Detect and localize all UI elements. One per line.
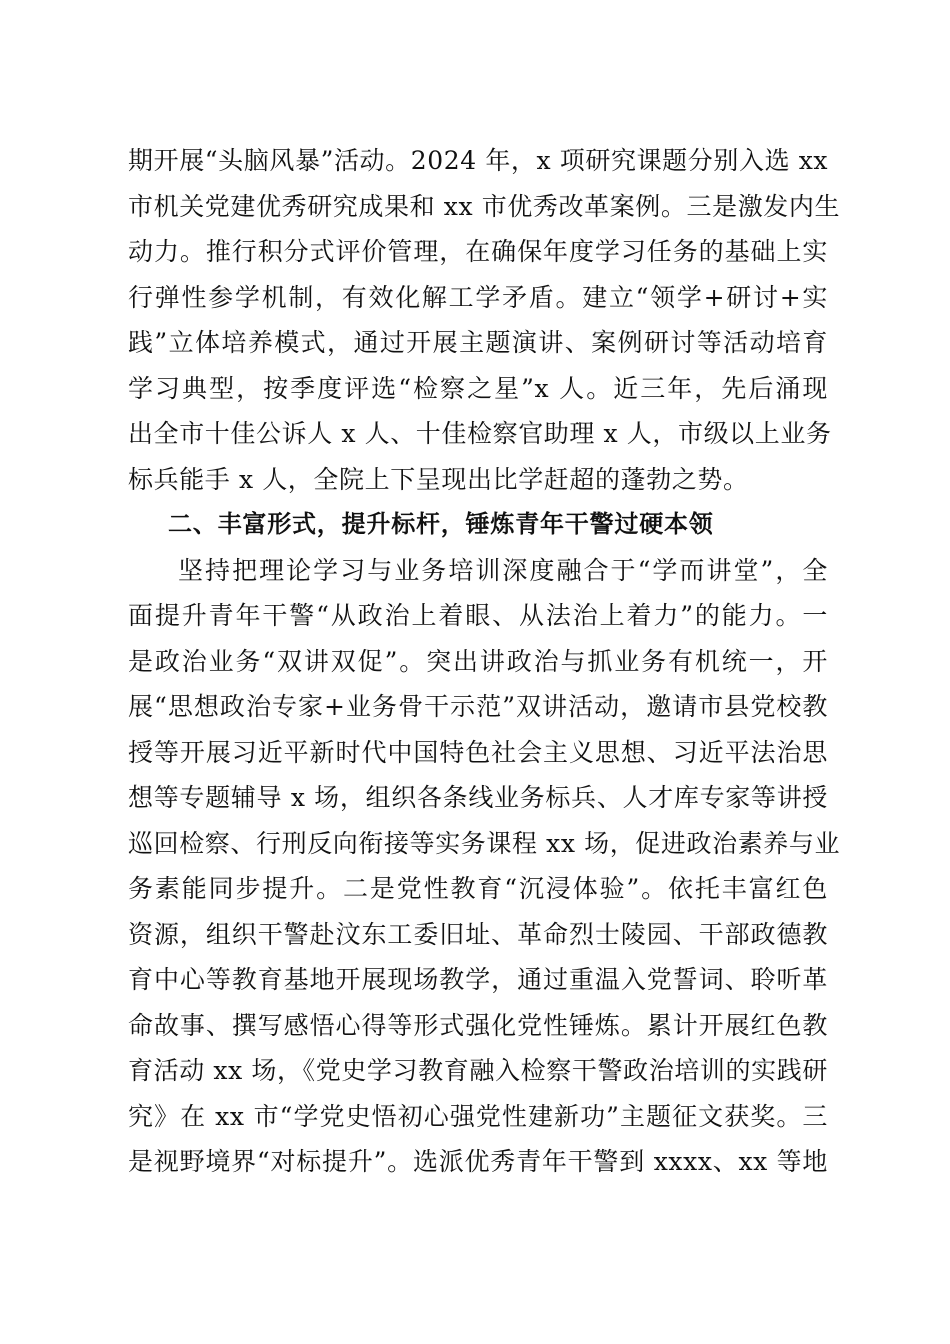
text-line: 想等专题辅导 x 场，组织各条线业务标兵、人才库专家等讲授: [128, 783, 828, 812]
text-line: 是视野境界“对标提升”。选派优秀青年干警到 xxxx、xx 等地: [128, 1147, 828, 1176]
text-line: 期开展“头脑风暴”活动。2024 年，x 项研究课题分别入选 xx: [128, 146, 829, 175]
text-line: 巡回检察、行刑反向衔接等实务课程 xx 场，促进政治素养与业: [128, 828, 841, 858]
text-line: 究》在 xx 市“学党史悟初心强党性建新功”主题征文获奖。三: [128, 1101, 828, 1131]
text-line: 践”立体培养模式，通过开展主题演讲、案例研讨等活动培育: [128, 328, 828, 357]
text-line: 资源，组织干警赴汶东工委旧址、革命烈士陵园、干部政德教: [128, 919, 828, 949]
text-line: 标兵能手 x 人，全院上下呈现出比学赶超的蓬勃之势。: [128, 464, 749, 494]
text-line: 务素能同步提升。二是党性教育“沉浸体验”。依托丰富红色: [128, 874, 828, 903]
text-line: 面提升青年干警“从政治上着眼、从法治上着力”的能力。一: [128, 601, 828, 630]
text-line: 出全市十佳公诉人 x 人、十佳检察官助理 x 人，市级以上业务: [128, 419, 832, 448]
text-line: 动力。推行积分式评价管理，在确保年度学习任务的基础上实: [128, 237, 828, 266]
document-body: [128, 138, 841, 1185]
text-line: 育中心等教育基地开展现场教学，通过重温入党誓词、聆听革: [128, 965, 828, 994]
text-line: 坚持把理论学习与业务培训深度融合于“学而讲堂”，全: [178, 555, 828, 585]
section-heading: 二、丰富形式，提升标杆，锤炼青年干警过硬本领: [168, 510, 714, 538]
section-paragraph: [128, 548, 841, 1185]
text-line: 育活动 xx 场，《党史学习教育融入检察干警政治培训的实践研: [128, 1056, 828, 1085]
text-line: 市机关党建优秀研究成果和 xx 市优秀改革案例。三是激发内生: [128, 191, 841, 221]
text-line: 行弹性参学机制，有效化解工学矛盾。建立“领学+研讨+实: [128, 282, 828, 312]
text-line: 展“思想政治专家+业务骨干示范”双讲活动，邀请市县党校教: [128, 692, 828, 721]
text-line: 命故事、撰写感悟心得等形式强化党性锤炼。累计开展红色教: [128, 1010, 828, 1040]
text-line: 学习典型，按季度评选“检察之星”x 人。近三年，先后涌现: [128, 373, 828, 403]
text-line: 授等开展习近平新时代中国特色社会主义思想、习近平法治思: [128, 737, 828, 767]
text-line: 是政治业务“双讲双促”。突出讲政治与抓业务有机统一，开: [128, 646, 828, 676]
paragraph-continuation: [128, 138, 841, 502]
